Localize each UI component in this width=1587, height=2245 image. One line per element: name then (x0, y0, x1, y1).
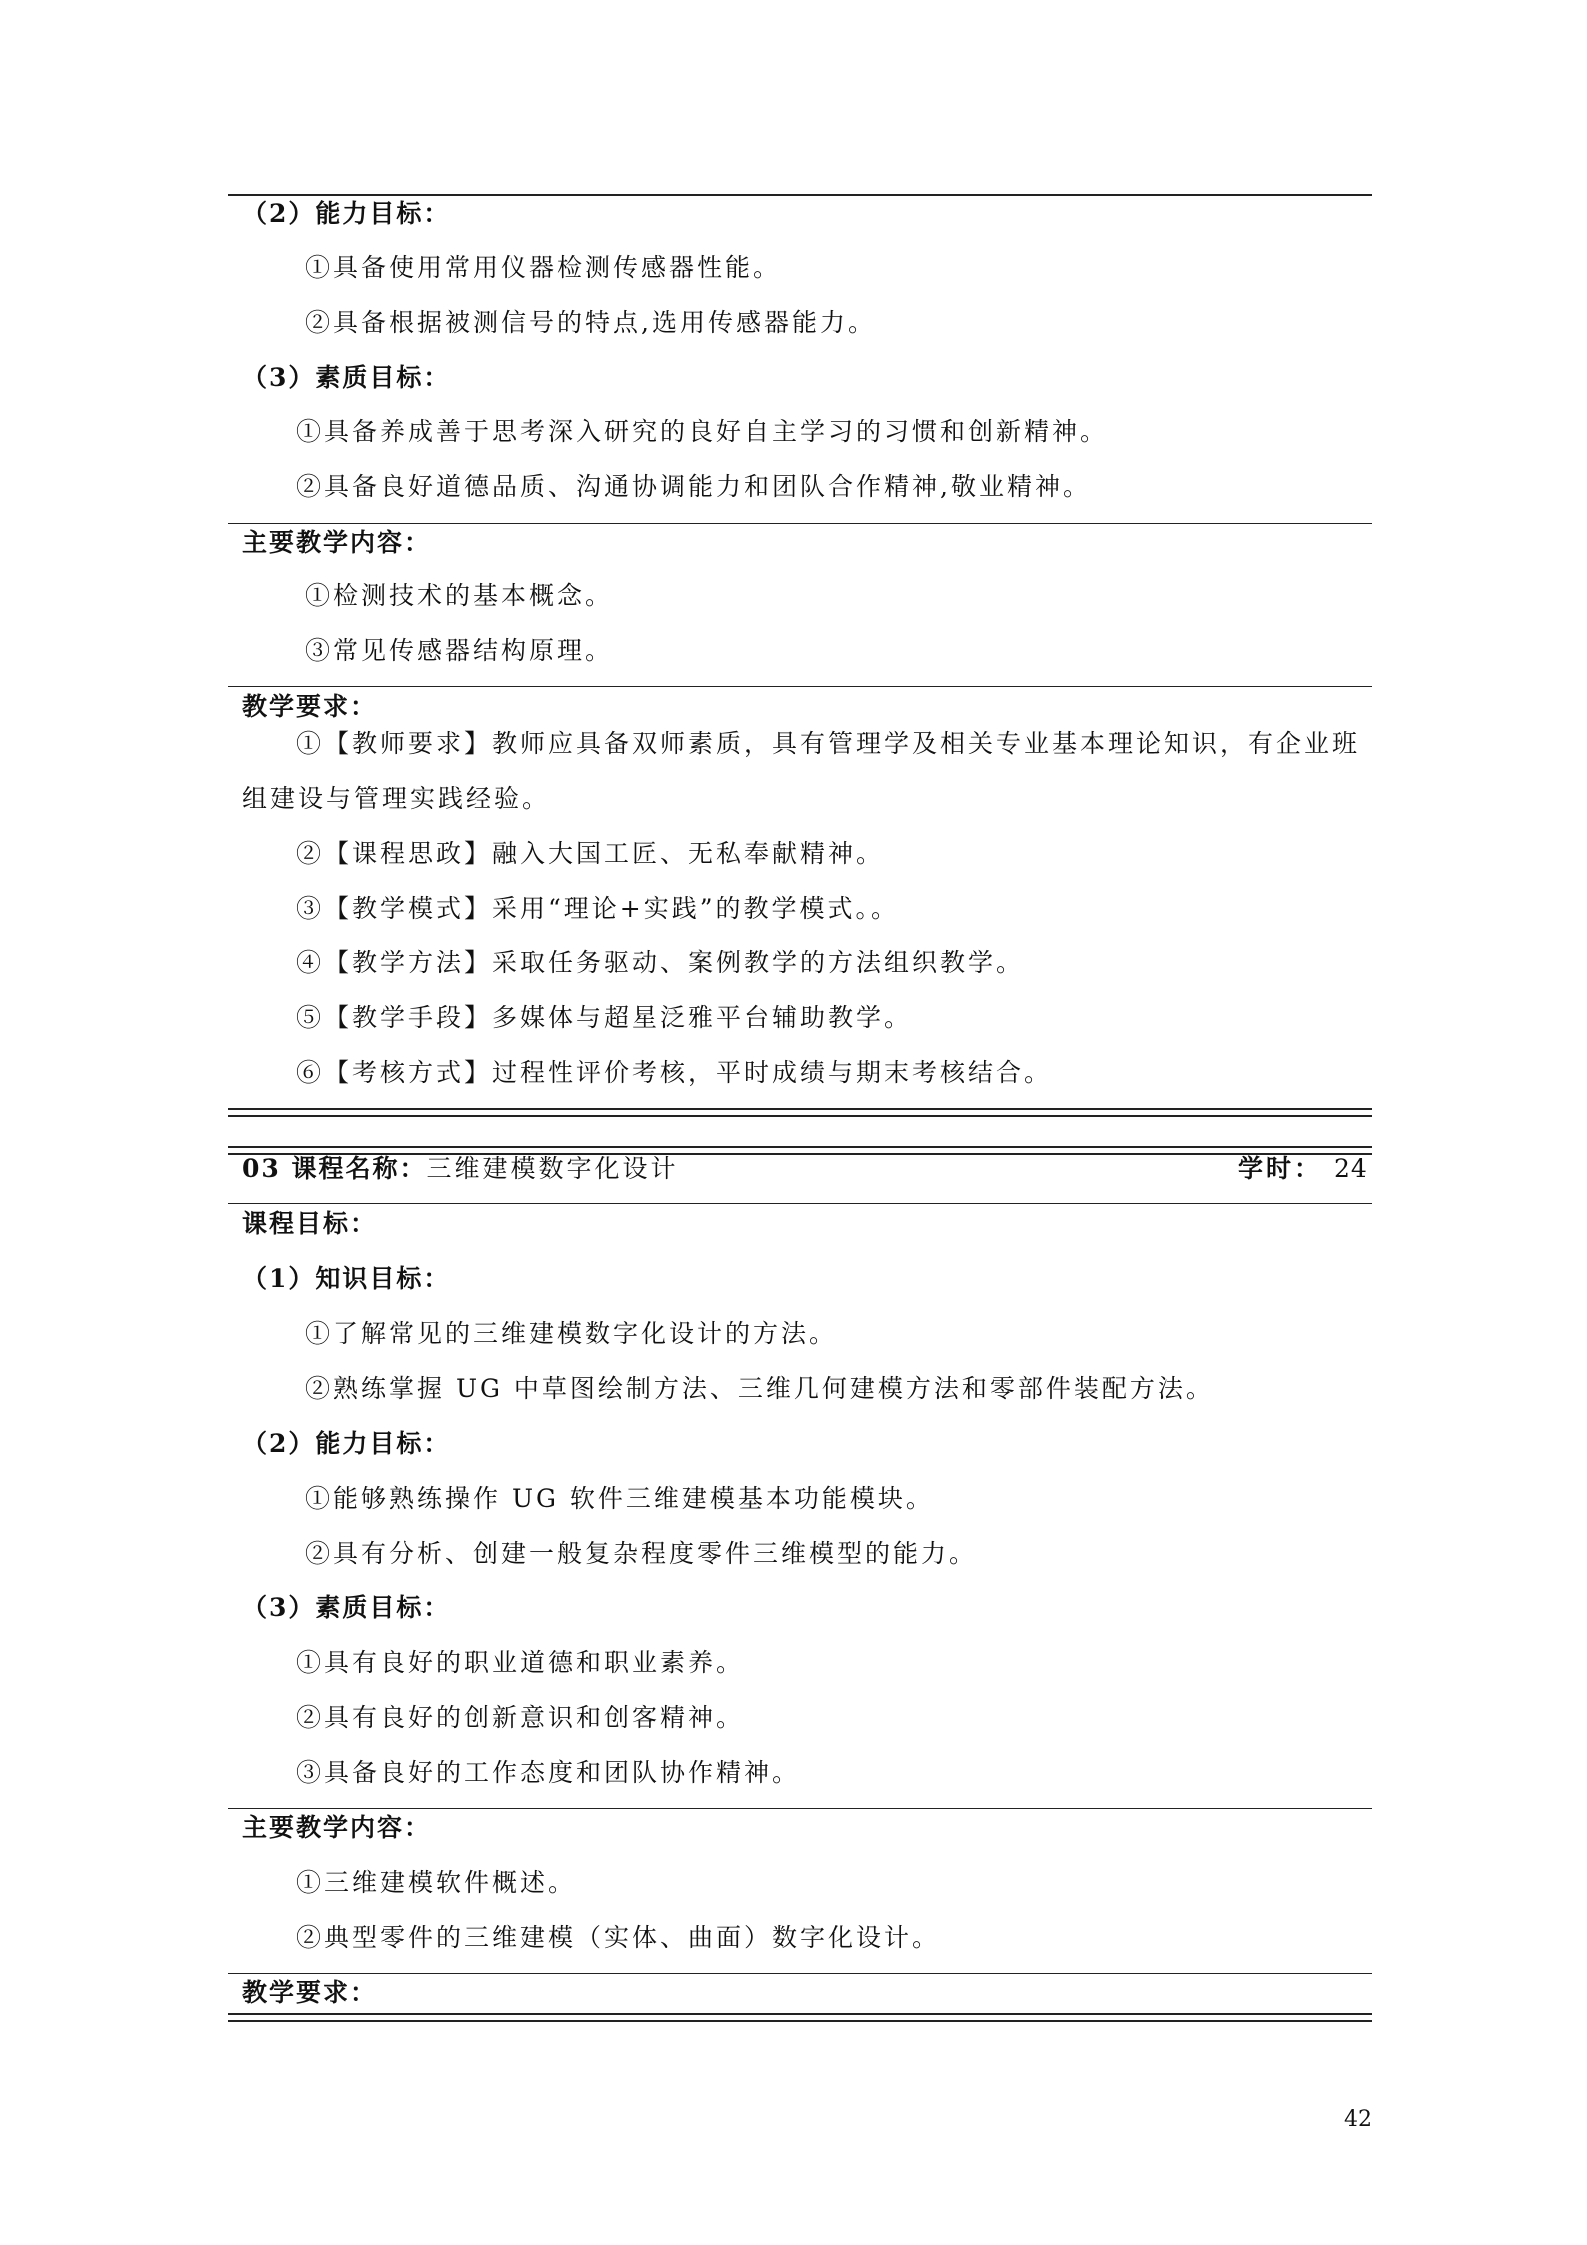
ability-item: ①具备使用常用仪器检测传感器性能。 (305, 253, 782, 282)
requirement-item: ②【课程思政】融入大国工匠、无私奉献精神。 (296, 839, 885, 868)
course-hours (1238, 1152, 1368, 1186)
course-name-value: 三维建模数字化设计 (426, 1154, 679, 1183)
course-title-row (242, 1152, 679, 1186)
quality-item: ①具备养成善于思考深入研究的良好自主学习的习惯和创新精神。 (296, 417, 1109, 446)
hours-value: 24 (1333, 1154, 1368, 1183)
bottom-rule (228, 2013, 1372, 2022)
ability-item: ②具备根据被测信号的特点,选用传感器能力。 (305, 308, 876, 337)
requirement-item: ⑤【教学手段】多媒体与超星泛雅平台辅助教学。 (296, 1003, 913, 1032)
ability-item: ①能够熟练操作 UG 软件三维建模基本功能模块。 (305, 1484, 934, 1513)
quality-item: ②具有良好的创新意识和创客精神。 (296, 1703, 745, 1732)
content-item: ①检测技术的基本概念。 (305, 581, 614, 610)
knowledge-item: ②熟练掌握 UG 中草图绘制方法、三维几何建模方法和零部件装配方法。 (305, 1374, 1214, 1403)
requirement-item-continued: 组建设与管理实践经验。 (242, 784, 551, 813)
requirements-heading: 教学要求： (242, 692, 378, 721)
content-item: ①三维建模软件概述。 (296, 1868, 577, 1897)
quality-heading: （3）素质目标： (242, 1593, 451, 1622)
page-number: 42 (1344, 2107, 1372, 2132)
knowledge-item: ①了解常见的三维建模数字化设计的方法。 (305, 1319, 838, 1348)
quality-item: ③具备良好的工作态度和团队协作精神。 (296, 1758, 801, 1787)
row-divider (228, 523, 1372, 524)
hours-label: 学时： (1238, 1154, 1323, 1183)
content-item: ②典型零件的三维建模（实体、曲面）数字化设计。 (296, 1923, 941, 1952)
content-heading: 主要教学内容： (242, 1813, 432, 1842)
content-item: ③常见传感器结构原理。 (305, 636, 614, 665)
goals-heading: 课程目标： (242, 1209, 378, 1238)
requirement-item: ④【教学方法】采取任务驱动、案例教学的方法组织教学。 (296, 948, 1025, 977)
top-rule (228, 194, 1372, 196)
ability-item: ②具有分析、创建一般复杂程度零件三维模型的能力。 (305, 1539, 978, 1568)
quality-item: ②具备良好道德品质、沟通协调能力和团队合作精神,敬业精神。 (296, 472, 1091, 501)
ability-heading: （2）能力目标： (242, 1429, 451, 1458)
row-divider (228, 1203, 1372, 1204)
requirement-item: ③【教学模式】采用“理论+实践”的教学模式。。 (296, 894, 900, 923)
ability-heading: （2）能力目标： (242, 199, 451, 228)
row-divider (228, 1808, 1372, 1809)
quality-heading: （3）素质目标： (242, 363, 451, 392)
row-divider (228, 686, 1372, 687)
table-end-rule (228, 1108, 1372, 1117)
requirement-item: ⑥【考核方式】过程性评价考核，平时成绩与期末考核结合。 (296, 1058, 1053, 1087)
requirement-item: ①【教师要求】教师应具备双师素质，具有管理学及相关专业基本理论知识，有企业班 (296, 729, 1361, 758)
course-name-label: 03 课程名称： (242, 1154, 427, 1183)
requirements-heading: 教学要求： (242, 1978, 378, 2007)
knowledge-heading: （1）知识目标： (242, 1264, 451, 1293)
row-divider (228, 1973, 1372, 1974)
quality-item: ①具有良好的职业道德和职业素养。 (296, 1648, 745, 1677)
content-heading: 主要教学内容： (242, 528, 432, 557)
